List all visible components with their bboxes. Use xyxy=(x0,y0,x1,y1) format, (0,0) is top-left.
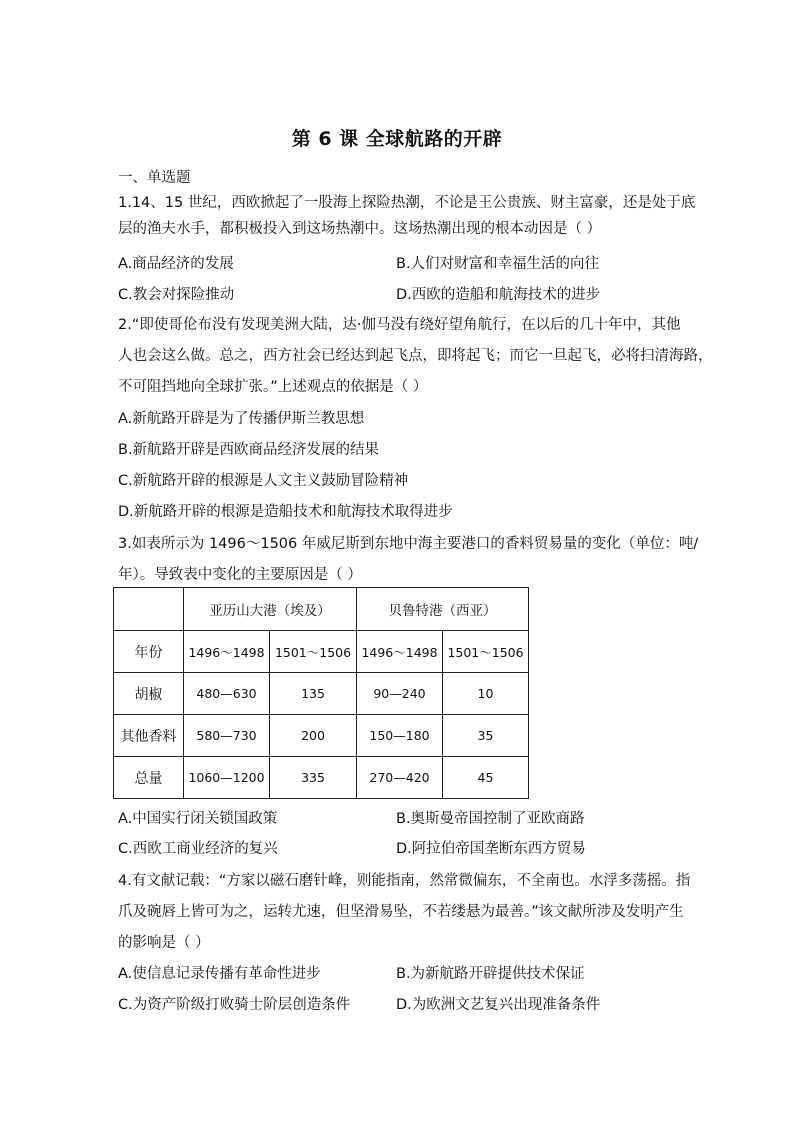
row-label: 总量 xyxy=(114,757,184,799)
table-cell: 1060—1200 xyxy=(184,757,270,799)
year-cell: 1496～1498 xyxy=(357,631,443,673)
q2-option-c: C.新航路开辟的根源是人文主义鼓励冒险精神 xyxy=(118,473,409,489)
table-row xyxy=(114,757,529,799)
q3-stem-line-1: 3.如表所示为 1496～1506 年威尼斯到东地中海主要港口的香料贸易量的变化（单位：吨/ xyxy=(118,536,699,552)
year-label: 年份 xyxy=(114,631,184,673)
q1-stem-line-1: 1.14、15 世纪，西欧掀起了一股海上探险热潮，不论是王公贵族、财主富豪，还是处于底 xyxy=(118,195,696,211)
section-heading: 一、单选题 xyxy=(118,170,191,186)
row-label: 其他香料 xyxy=(114,715,184,757)
port-header-beirut: 贝鲁特港（西亚） xyxy=(357,588,529,631)
q4-stem-line-3: 的影响是（ ） xyxy=(118,935,210,951)
year-cell: 1496～1498 xyxy=(184,631,270,673)
q1-option-a: A.商品经济的发展 xyxy=(118,256,234,272)
q2-stem-line-2: 人也会这么做。总之，西方社会已经达到起飞点，即将起飞；而它一旦起飞，必将扫清海路， xyxy=(118,348,713,364)
table-cell: 10 xyxy=(443,673,529,715)
table-cell: 580—730 xyxy=(184,715,270,757)
port-header-alexandria: 亚历山大港（埃及） xyxy=(184,588,357,631)
q4-option-b: B.为新航路开辟提供技术保证 xyxy=(396,966,585,982)
year-cell: 1501～1506 xyxy=(443,631,529,673)
table-cell: 270—420 xyxy=(357,757,443,799)
q3-option-b: B.奥斯曼帝国控制了亚欧商路 xyxy=(396,811,585,827)
page-title: 第 6 课 全球航路的开辟 xyxy=(291,128,503,150)
row-label: 胡椒 xyxy=(114,673,184,715)
q1-option-b: B.人们对财富和幸福生活的向往 xyxy=(396,256,600,272)
table-cell: 150—180 xyxy=(357,715,443,757)
q2-option-a: A.新航路开辟是为了传播伊斯兰教思想 xyxy=(118,411,365,427)
q2-option-b: B.新航路开辟是西欧商品经济发展的结果 xyxy=(118,442,380,458)
table-cell: 135 xyxy=(270,673,357,715)
table-row xyxy=(114,673,529,715)
table-cell: 45 xyxy=(443,757,529,799)
table-cell: 480—630 xyxy=(184,673,270,715)
q4-stem-line-1: 4.有文献记载：“方家以磁石磨针峰，则能指南，然常微偏东，不全南也。水浮多荡摇。指 xyxy=(118,873,691,889)
q2-stem-line-1: 2.“即使哥伦布没有发现美洲大陆，达·伽马没有绕好望角航行，在以后的几十年中，其他 xyxy=(118,317,681,333)
table-cell: 200 xyxy=(270,715,357,757)
q3-option-d: D.阿拉伯帝国垄断东西方贸易 xyxy=(396,841,586,857)
spice-trade-table xyxy=(113,587,529,799)
q4-option-a: A.使信息记录传播有革命性进步 xyxy=(118,966,321,982)
q3-option-c: C.西欧工商业经济的复兴 xyxy=(118,841,278,857)
q2-option-d: D.新航路开辟的根源是造船技术和航海技术取得进步 xyxy=(118,504,453,520)
q3-stem-line-2: 年）。导致表中变化的主要原因是（ ） xyxy=(118,567,362,583)
q4-option-c: C.为资产阶级打败骑士阶层创造条件 xyxy=(118,997,351,1013)
table-cell: 335 xyxy=(270,757,357,799)
table-row xyxy=(114,715,529,757)
table-corner-cell xyxy=(114,588,184,631)
q1-option-d: D.西欧的造船和航海技术的进步 xyxy=(396,287,601,303)
q1-stem-line-2: 层的渔夫水手，都积极投入到这场热潮中。这场热潮出现的根本动因是（ ） xyxy=(118,221,602,237)
year-cell: 1501～1506 xyxy=(270,631,357,673)
q3-option-a: A.中国实行闭关锁国政策 xyxy=(118,811,278,827)
q4-stem-line-2: 爪及碗唇上皆可为之，运转尤速，但坚滑易坠，不若缕悬为最善。”该文献所涉及发明产生 xyxy=(118,904,684,920)
table-cell: 90—240 xyxy=(357,673,443,715)
table-cell: 35 xyxy=(443,715,529,757)
q2-stem-line-3: 不可阻挡地向全球扩张。”上述观点的依据是（ ） xyxy=(118,379,428,395)
q4-option-d: D.为欧洲文艺复兴出现准备条件 xyxy=(396,997,601,1013)
q1-option-c: C.教会对探险推动 xyxy=(118,287,235,303)
